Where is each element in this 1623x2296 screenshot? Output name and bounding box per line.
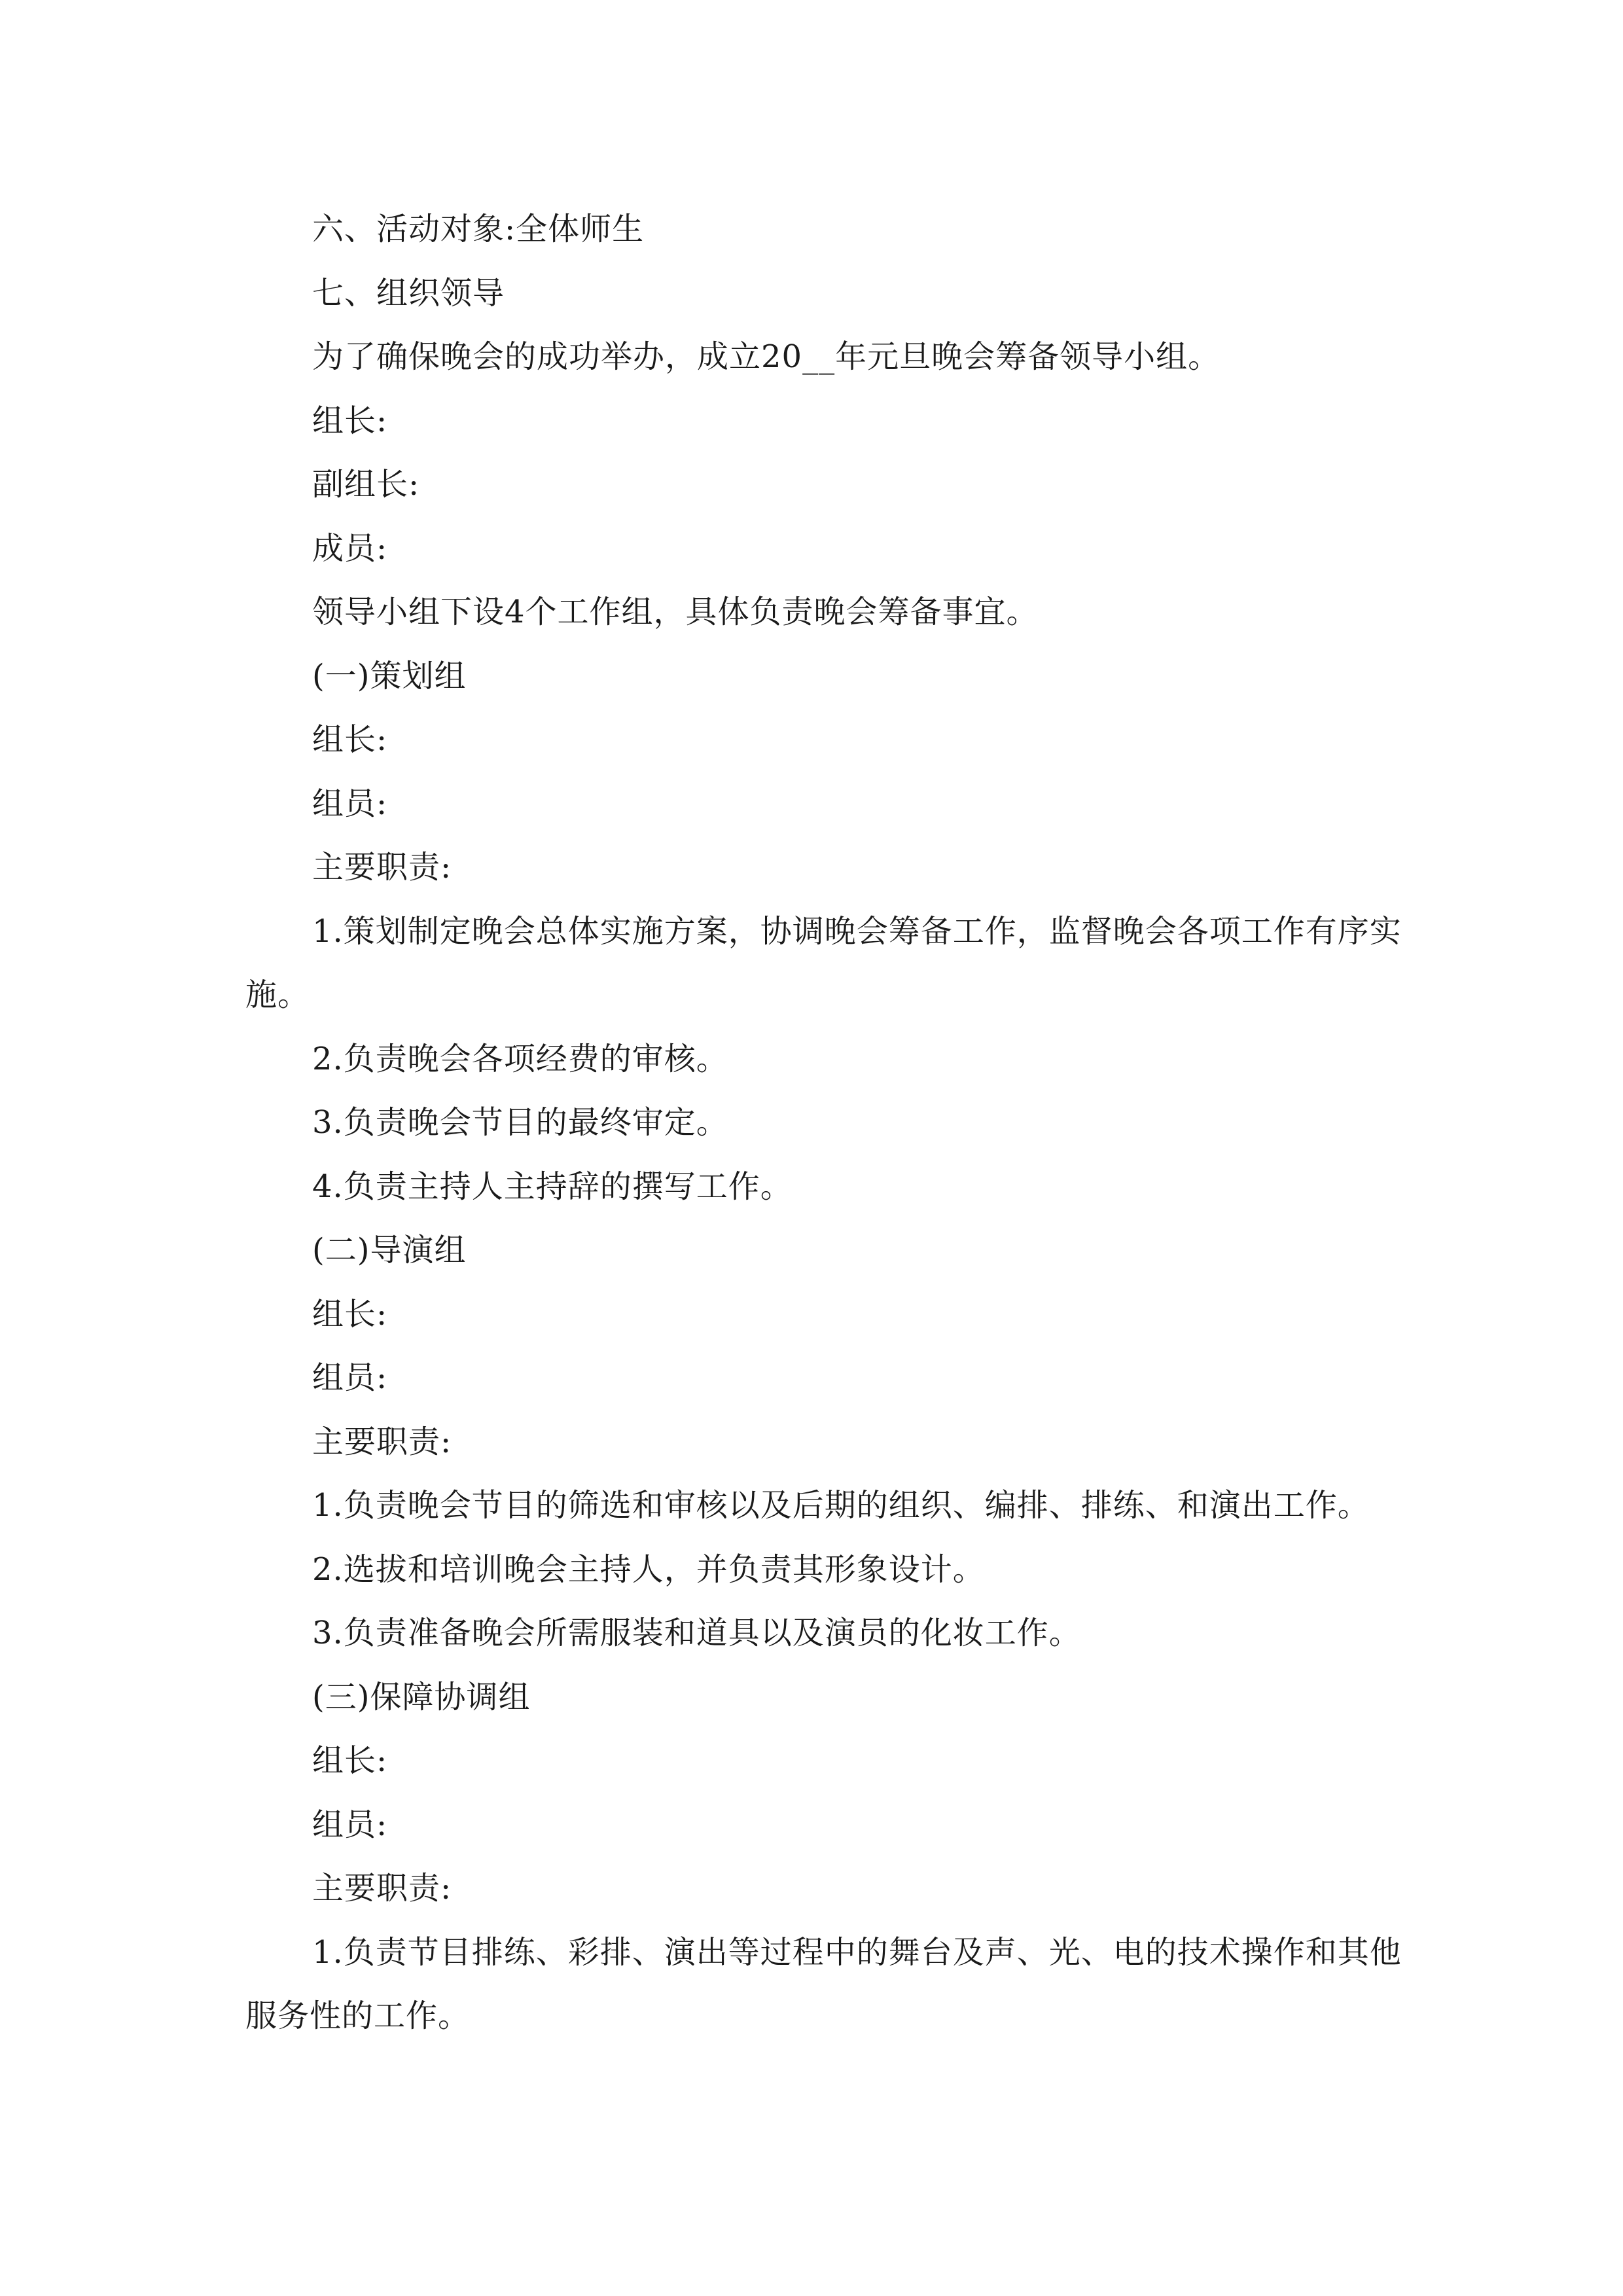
section-heading: 七、组织领导 xyxy=(312,274,505,312)
field-label: 组员: xyxy=(312,785,388,822)
field-label: 组长: xyxy=(312,402,388,439)
field-label: 组长: xyxy=(312,1295,388,1333)
list-item: 1.负责晚会节目的筛选和审核以及后期的组织、编排、排练、和演出工作。 xyxy=(312,1487,1370,1524)
subsection-heading: (三)保障协调组 xyxy=(312,1678,531,1715)
list-item: 4.负责主持人主持辞的撰写工作。 xyxy=(312,1168,793,1205)
section-heading: 六、活动对象:全体师生 xyxy=(312,211,645,247)
field-label: 主要职责: xyxy=(312,1870,452,1907)
list-item: 2.负责晚会各项经费的审核。 xyxy=(312,1040,728,1077)
list-item: 1.策划制定晚会总体实施方案，协调晚会筹备工作，监督晚会各项工作有序实施。 xyxy=(245,912,1402,1013)
field-label: 组长: xyxy=(312,1742,388,1779)
field-label: 主要职责: xyxy=(312,849,452,886)
field-label: 组长: xyxy=(312,721,388,758)
field-label: 成员: xyxy=(312,529,388,567)
field-label: 组员: xyxy=(312,1359,388,1396)
subsection-heading: (二)导演组 xyxy=(312,1232,467,1268)
list-item: 3.负责准备晚会所需服装和道具以及演员的化妆工作。 xyxy=(312,1615,1081,1651)
list-item: 2.选拔和培训晚会主持人，并负责其形象设计。 xyxy=(312,1551,985,1588)
paragraph: 领导小组下设4个工作组，具体负责晚会筹备事宜。 xyxy=(312,594,1039,630)
list-item: 1.负责节目排练、彩排、演出等过程中的舞台及声、光、电的技术操作和其他服务性的工作。 xyxy=(245,1933,1402,2034)
subsection-heading: (一)策划组 xyxy=(312,657,467,694)
field-label: 组员: xyxy=(312,1806,388,1843)
list-item: 3.负责晚会节目的最终审定。 xyxy=(312,1104,728,1141)
document-body xyxy=(245,198,1410,2049)
paragraph: 为了确保晚会的成功举办，成立20__年元旦晚会筹备领导小组。 xyxy=(312,338,1221,375)
field-label: 副组长: xyxy=(312,466,420,503)
field-label: 主要职责: xyxy=(312,1423,452,1460)
